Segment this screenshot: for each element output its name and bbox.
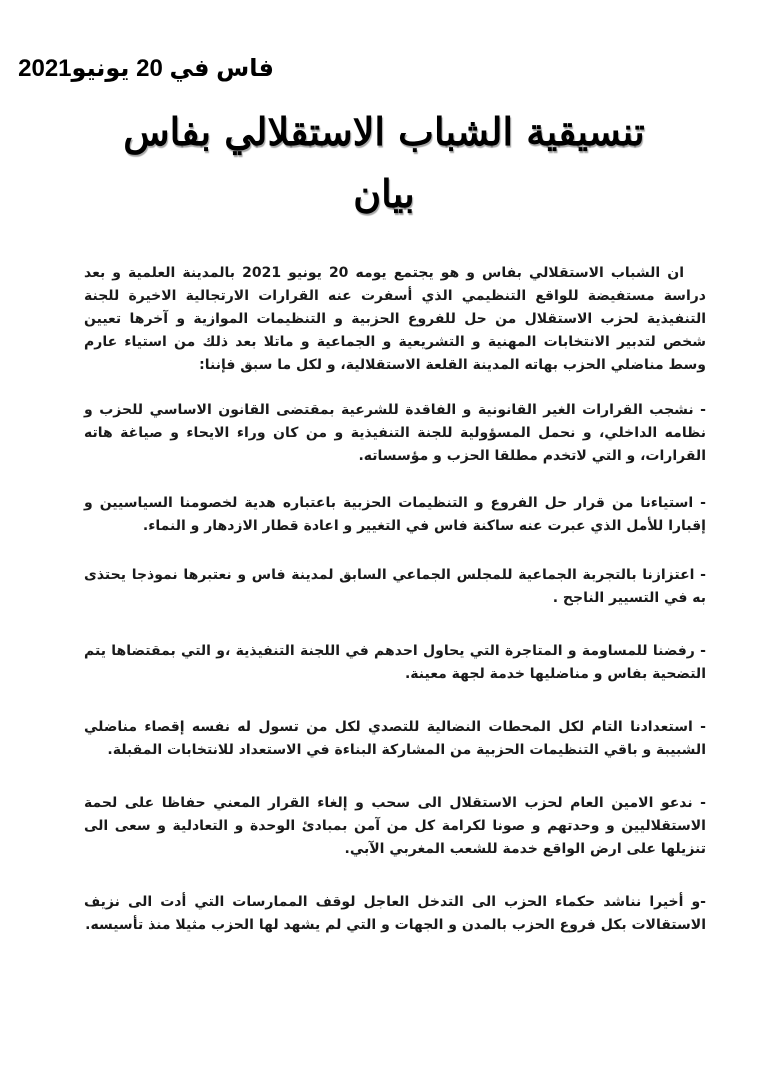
document-title: تنسيقية الشباب الاستقلالي بفاس [123,109,645,154]
point-paragraph-3: - اعتزازنا بالتجربة الجماعية للمجلس الجماعي السابق لمدينة فاس و نعتبرها نموذجا يحتذى به في التسيير الناجح . [84,567,706,606]
point-paragraph-1: - نشجب القرارات الغير القانونية و الفاقدة للشرعية بمقتضى القانون الاساسي للحزب و نظامه الداخلي، و نحمل المسؤولية للجنة التنفيذية و من كان وراء الايحاء و صياغة هاته القرارات، و التي لاتخدم مطلقا الحزب و مؤسساته. [84,402,706,464]
date-line: فاس في 20 يونيو2021 [18,55,274,82]
point-paragraph-2: - استياءنا من قرار حل الفروع و التنظيمات الحزبية باعتباره هدية لخصومنا السياسيين و إقبارا للأمل الذي عبرت عنه ساكنة فاس في التغيير و اعادة قطار الازدهار و النماء. [84,495,706,534]
statement-body [84,262,706,967]
point-paragraph-4: - رفضنا للمساومة و المتاجرة التي يحاول احدهم في اللجنة التنفيذية ،و التي بمقتضاها يتم التضحية بفاس و مناضليها خدمة لجهة معينة. [84,643,706,682]
intro-paragraph: ان الشباب الاستقلالي بفاس و هو يجتمع يومه 20 يونيو 2021 بالمدينة العلمية و بعد دراسة مستفيضة للواقع التنظيمي الذي أسفرت عنه القرارات الارتجالية الاخيرة للجنة التنفيذية لحزب الاستقلال من حل للفروع الحزبية و التنظيمات الموازية و آخرها تعيين شخص لتدبير الانتخابات المهنية و التشريعية و الجماعية و ماتلا بعد ذلك من استياء عارم وسط مناضلي الحزب بهاته المدينة القلعة الاستقلالية، و لكل ما سبق فإننا: [84,265,706,373]
point-paragraph-6: - ندعو الامين العام لحزب الاستقلال الى سحب و إلغاء القرار المعني حفاظا على لحمة الاستقلاليين و وحدتهم و صونا لكرامة كل من آمن بمبادئ الوحدة و التعادلية و سعى الى تنزيلها على ارض الواقع خدمة للشعب المغربي الآبي. [84,795,706,857]
document-subtitle: بيان [353,171,415,216]
point-paragraph-7: -و أخيرا نناشد حكماء الحزب الى التدخل العاجل لوقف الممارسات التي أدت الى نزيف الاستقالات بكل فروع الحزب بالمدن و الجهات و التي لم يشهد لها الحزب مثيلا منذ تأسيسه. [84,894,706,933]
point-paragraph-5: - استعدادنا التام لكل المحطات النضالية للتصدي لكل من تسول له نفسه إقصاء مناضلي الشبيبة و باقي التنظيمات الحزبية من المشاركة البناءة في الاستعداد للانتخابات المقبلة. [84,719,706,758]
